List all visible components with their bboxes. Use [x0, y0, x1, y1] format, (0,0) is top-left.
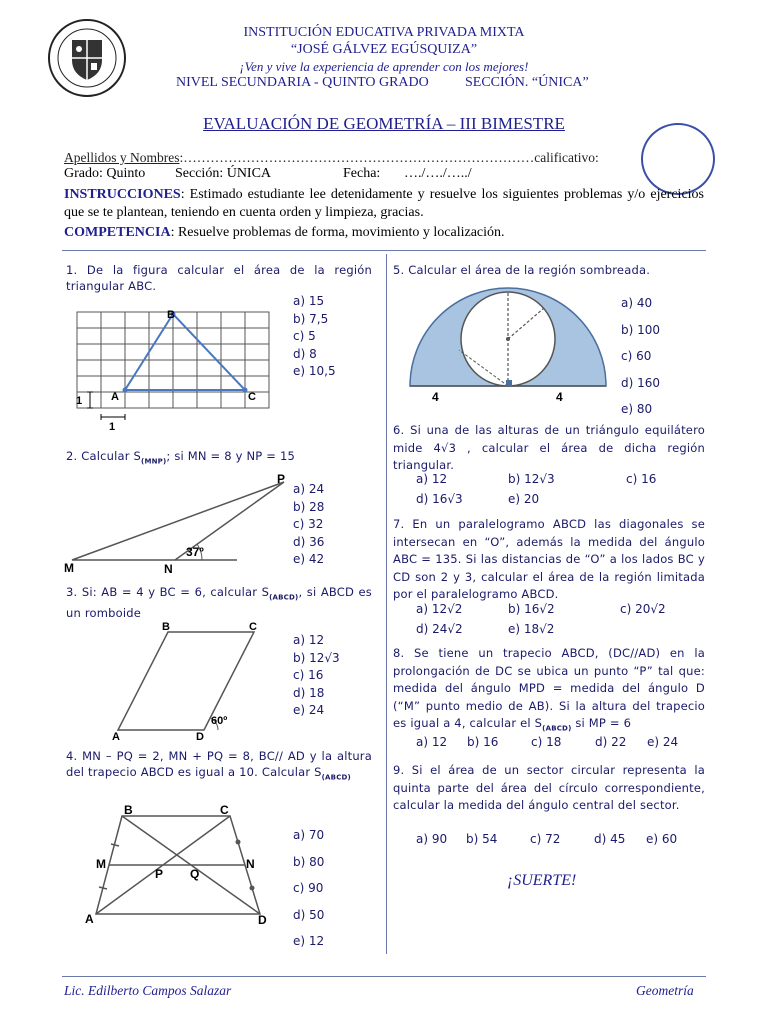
q8-options — [416, 735, 706, 755]
q6-option-c[interactable]: c) 16 — [626, 472, 657, 486]
grade-circle[interactable] — [641, 123, 715, 195]
q2-text-a: 2. Calcular S — [66, 449, 142, 463]
q7-option-c[interactable]: c) 20√2 — [620, 602, 666, 616]
q4-option-d[interactable]: d) 50 — [293, 907, 325, 922]
fecha-label: Fecha: — [343, 166, 381, 181]
q3-figure — [108, 620, 268, 740]
q5-options — [621, 290, 660, 423]
school-name: INSTITUCIÓN EDUCATIVA PRIVADA MIXTA — [243, 25, 525, 40]
competence-label: COMPETENCIA — [64, 225, 171, 240]
q2-sub: (MNP) — [141, 457, 167, 466]
q1-label-1h: 1 — [109, 421, 116, 431]
grado-text: Grado: Quinto — [64, 166, 146, 181]
q2-option-a[interactable]: a) 24 — [293, 482, 325, 496]
q1-label-A: A — [111, 391, 119, 403]
q1-label-B: B — [167, 309, 175, 321]
q1-option-a[interactable]: a) 15 — [293, 294, 325, 308]
q1-option-e[interactable]: e) 10,5 — [293, 364, 336, 379]
q5-label-left: 4 — [432, 390, 439, 404]
q4-label-A: A — [85, 912, 94, 926]
q3-label-angle: 60º — [211, 715, 228, 727]
instructions-text: : Estimado estudiante lee detenidamente y resuelve los siguientes problemas y/o ejercicios que se te plantean, teniendo en cuenta orden y limpieza, gracias. — [64, 187, 704, 220]
competence — [64, 225, 704, 241]
seccion-text: Sección: ÚNICA — [175, 166, 272, 181]
q4-label-B: B — [124, 803, 133, 817]
q2-text — [66, 448, 372, 469]
q2-label-angle: 37º — [186, 545, 204, 559]
q3-option-c[interactable]: c) 16 — [293, 668, 324, 683]
school-motto: ¡Ven y vive la experiencia de aprender con los mejores! — [239, 59, 529, 74]
grade-label: calificativo: — [534, 150, 599, 165]
q5-option-e[interactable]: e) 80 — [621, 402, 653, 416]
q2-option-c[interactable]: c) 32 — [293, 517, 324, 532]
names-field[interactable]: :…………………………………………………………………… — [179, 150, 535, 165]
q2-label-N: N — [164, 562, 173, 574]
q2-option-b[interactable]: b) 28 — [293, 499, 325, 514]
q4-option-c[interactable]: c) 90 — [293, 881, 324, 895]
q4-option-e[interactable]: e) 12 — [293, 934, 325, 948]
q4-label-N: N — [246, 857, 255, 871]
q4-text — [66, 748, 372, 785]
q2-text-b: ; si MN = 8 y NP = 15 — [166, 449, 296, 463]
q8-option-c[interactable]: c) 18 — [531, 735, 562, 749]
q3-sub: (ABCD) — [269, 593, 299, 602]
closing-message: ¡SUERTE! — [507, 872, 577, 889]
q5-label-right: 4 — [556, 390, 563, 404]
q4-sub: (ABCD) — [321, 773, 351, 782]
q5-figure — [404, 284, 614, 404]
section-text: SECCIÓN. “ÚNICA” — [465, 75, 589, 90]
q1-text: 1. De la figura calcular el área de la región triangular ABC. — [66, 263, 372, 293]
q7-option-e[interactable]: e) 18√2 — [508, 622, 555, 636]
q4-label-Q: Q — [190, 867, 200, 881]
q6-text: 6. Si una de las alturas de un triángulo equilátero mide 4√3 , calcular el área de dicha región triangular. — [393, 423, 705, 472]
school-patron: “JOSÉ GÁLVEZ EGÚSQUIZA” — [290, 42, 478, 57]
footer-author: Lic. Edilberto Campos Salazar — [64, 983, 232, 998]
q4-label-P: P — [155, 867, 164, 881]
q9-option-d[interactable]: d) 45 — [594, 832, 626, 846]
q1-option-b[interactable]: b) 7,5 — [293, 311, 329, 326]
q8-text-b: si MP = 6 — [571, 716, 632, 730]
q7-option-a[interactable]: a) 12√2 — [416, 602, 463, 616]
q3-text-a: 3. Si: AB = 4 y BC = 6, calcular S — [66, 585, 270, 599]
names-label: Apellidos y Nombres — [64, 150, 180, 165]
q1-option-d[interactable]: d) 8 — [293, 346, 317, 361]
q6-option-e[interactable]: e) 20 — [508, 492, 540, 506]
column-divider — [386, 254, 387, 954]
q3-label-A: A — [112, 731, 120, 740]
q7-options — [416, 602, 706, 642]
q7-option-b[interactable]: b) 16√2 — [508, 602, 555, 616]
q8-option-d[interactable]: d) 22 — [595, 735, 627, 749]
q3-option-e[interactable]: e) 24 — [293, 703, 325, 718]
footer-subject: Geometría — [636, 983, 694, 998]
q5-option-a[interactable]: a) 40 — [621, 296, 653, 310]
q2-options — [293, 481, 324, 569]
q6-option-d[interactable]: d) 16√3 — [416, 492, 463, 506]
q9-text: 9. Si el área de un sector circular representa la quinta parte del área del círculo correspondiente, calcular la medida del ángulo central del sector. — [393, 763, 705, 812]
q5-option-c[interactable]: c) 60 — [621, 349, 652, 363]
instructions-label: INSTRUCCIONES — [64, 187, 181, 202]
q3-label-D: D — [196, 731, 204, 740]
q3-option-d[interactable]: d) 18 — [293, 685, 325, 700]
q3-text — [66, 584, 372, 621]
names-row — [64, 150, 599, 166]
q4-label-M: M — [96, 857, 106, 871]
q2-label-M: M — [64, 561, 74, 574]
q4-option-b[interactable]: b) 80 — [293, 854, 325, 869]
q2-figure — [62, 474, 302, 574]
q6-option-b[interactable]: b) 12√3 — [508, 472, 555, 486]
header-rule — [62, 250, 706, 251]
q4-label-C: C — [220, 803, 229, 817]
q7-text: 7. En un paralelogramo ABCD las diagonales se intersecan en “O”, además la medida del ángulo ABC = 135. Si las distancias de “O” a los lados BC y CD son 2 y 3, calcular el área de la región limitada por el paralelogramo ABCD. — [393, 517, 705, 601]
q3-option-a[interactable]: a) 12 — [293, 633, 325, 647]
q6-option-a[interactable]: a) 12 — [416, 472, 448, 486]
q9-option-b[interactable]: b) 54 — [466, 832, 498, 846]
exam-title: EVALUACIÓN DE GEOMETRÍA – III BIMESTRE — [203, 114, 565, 133]
q1-figure — [70, 306, 280, 431]
q1-label-C: C — [248, 391, 256, 403]
q5-text: 5. Calcular el área de la región sombreada. — [393, 263, 651, 277]
q4-figure — [84, 802, 274, 927]
q9-options — [416, 832, 706, 852]
q8-text — [393, 645, 705, 738]
q9-option-e[interactable]: e) 60 — [646, 832, 678, 846]
footer-rule — [62, 976, 706, 977]
level-text: NIVEL SECUNDARIA - QUINTO GRADO — [176, 75, 429, 90]
q1-option-c[interactable]: c) 5 — [293, 329, 316, 344]
q8-text-a: 8. Se tiene un trapecio ABCD, (DC//AD) en la prolongación de DC se ubica un punto “P” tal que: medida del ángulo MPD = medida del ángulo D (“M” punto medio de AB). Si la altura del trapecio es igual a 4, calcular el S — [393, 646, 705, 730]
q4-options — [293, 822, 324, 955]
q3-label-B: B — [162, 621, 170, 633]
q6-options — [416, 472, 706, 512]
competence-text: : Resuelve problemas de forma, movimiento y localización. — [170, 225, 505, 240]
instructions — [64, 186, 704, 222]
q5-option-b[interactable]: b) 100 — [621, 322, 661, 337]
q2-option-e[interactable]: e) 42 — [293, 552, 325, 567]
q3-text-b: , si ABCD es un romboide — [66, 585, 372, 621]
q2-option-d[interactable]: d) 36 — [293, 534, 325, 549]
q9-option-c[interactable]: c) 72 — [530, 832, 561, 846]
q8-option-a[interactable]: a) 12 — [416, 735, 448, 749]
q2-label-P: P — [277, 474, 286, 486]
q8-option-b[interactable]: b) 16 — [467, 735, 499, 749]
q8-option-e[interactable]: e) 24 — [647, 735, 679, 749]
fecha-field[interactable]: …./…./…../ — [404, 166, 472, 181]
q5-option-d[interactable]: d) 160 — [621, 375, 661, 390]
q3-options — [293, 632, 340, 720]
q3-option-b[interactable]: b) 12√3 — [293, 650, 340, 665]
q1-label-1v: 1 — [76, 395, 83, 407]
q3-label-C: C — [249, 621, 257, 633]
q1-options — [293, 293, 336, 381]
q4-text-a: 4. MN – PQ = 2, MN + PQ = 8, BC// AD y la altura del trapecio ABCD es igual a 10. Calcular S — [66, 749, 372, 779]
q8-sub: (ABCD) — [542, 724, 572, 733]
q7-option-d[interactable]: d) 24√2 — [416, 622, 463, 636]
q9-option-a[interactable]: a) 90 — [416, 832, 448, 846]
q4-option-a[interactable]: a) 70 — [293, 828, 325, 842]
q4-label-D: D — [258, 913, 267, 927]
